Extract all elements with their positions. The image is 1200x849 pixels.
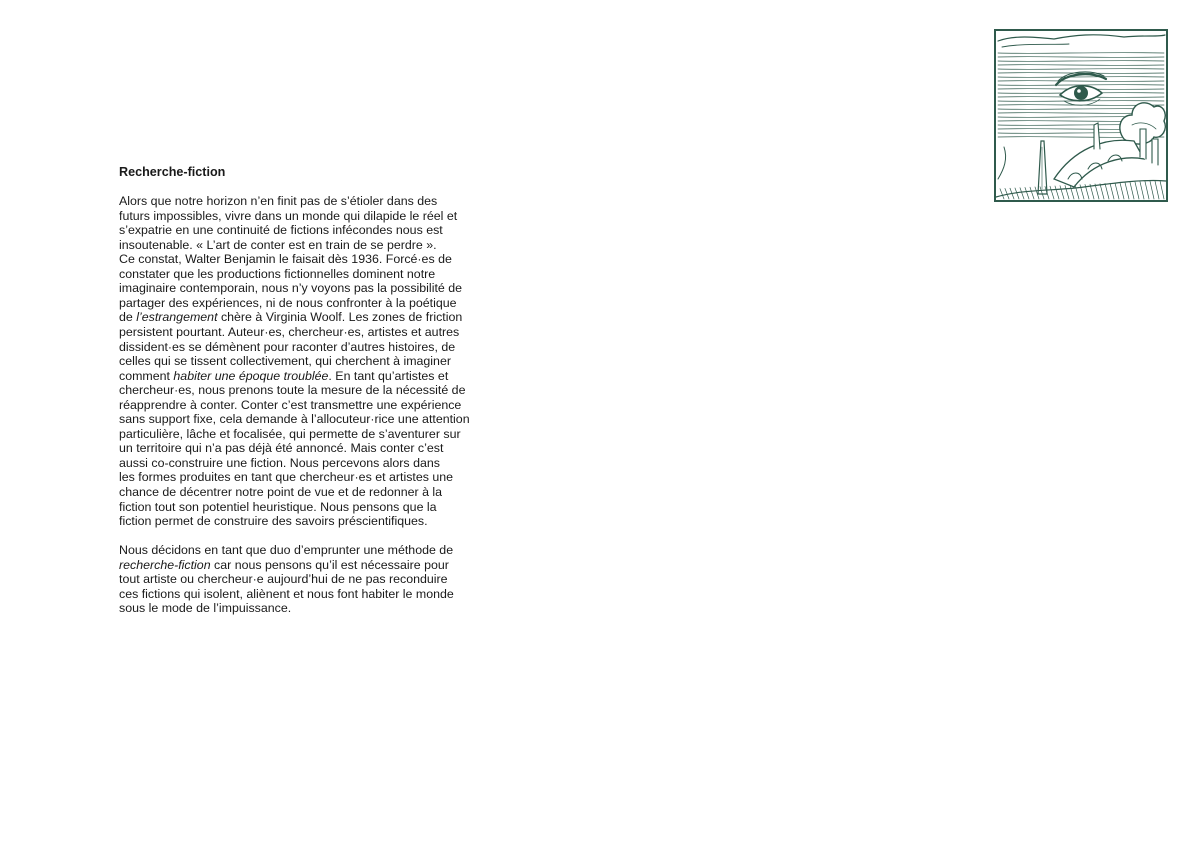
text-segment: sous le mode de l’impuissance.	[119, 601, 292, 616]
eye-in-sky-engraving-icon	[994, 29, 1168, 202]
text-line	[119, 209, 491, 224]
text-line	[119, 587, 491, 602]
text-segment: insoutenable. « L’art de conter est en train de se perdre ».	[119, 237, 437, 252]
text-segment: chance de décentrer notre point de vue et de redonner à la	[119, 484, 443, 499]
text-segment: fiction permet de construire des savoirs préscientifiques.	[119, 514, 428, 529]
text-line	[119, 223, 491, 238]
text-line	[119, 412, 491, 427]
text-segment: de	[119, 310, 137, 325]
text-segment: chère à Virginia Woolf. Les zones de friction	[217, 310, 463, 325]
paragraph	[119, 543, 491, 616]
text-line	[119, 572, 491, 587]
text-line	[119, 340, 491, 355]
page-title: Recherche-fiction	[119, 165, 226, 179]
text-line	[119, 441, 491, 456]
emphasized-text: habiter une époque troublée	[173, 368, 329, 383]
text-line	[119, 500, 491, 515]
text-segment: fiction tout son potentiel heuristique. Nous pensons que la	[119, 499, 437, 514]
text-line	[119, 543, 491, 558]
text-segment: aussi co-construire une fiction. Nous percevons alors dans	[119, 455, 440, 470]
text-segment: dissident·es se démènent pour raconter d’autres histoires, de	[119, 339, 456, 354]
text-segment: car nous pensons qu’il est nécessaire pour	[210, 557, 449, 572]
text-line	[119, 398, 491, 413]
text-line	[119, 325, 491, 340]
text-line	[119, 383, 491, 398]
text-segment: un territoire qui n’a pas déjà été annoncé. Mais conter c’est	[119, 441, 444, 456]
text-line	[119, 194, 491, 209]
text-segment: tout artiste ou chercheur·e aujourd’hui de ne pas reconduire	[119, 572, 448, 587]
text-segment: Ce constat, Walter Benjamin le faisait dès 1936. Forcé·es de	[119, 252, 452, 267]
text-segment: chercheur·es, nous prenons toute la mesure de la nécessité de	[119, 383, 466, 398]
text-segment: Alors que notre horizon n’en finit pas de s’étioler dans des	[119, 194, 438, 209]
text-segment: Nous décidons en tant que duo d’emprunter une méthode de	[119, 543, 454, 558]
paragraph	[119, 194, 491, 529]
text-segment: s’expatrie en une continuité de fictions infécondes nous est	[119, 223, 443, 238]
text-line	[119, 427, 491, 442]
text-line	[119, 296, 491, 311]
emphasized-text: recherche-fiction	[119, 557, 211, 572]
text-segment: comment	[119, 368, 174, 383]
text-line	[119, 470, 491, 485]
text-segment: persistent pourtant. Auteur·es, chercheur·es, artistes et autres	[119, 324, 460, 339]
text-line	[119, 558, 491, 573]
text-line	[119, 456, 491, 471]
text-line	[119, 310, 491, 325]
article-body	[119, 194, 491, 616]
text-line	[119, 267, 491, 282]
text-line	[119, 485, 491, 500]
emphasized-text: l’estrangement	[136, 310, 218, 325]
text-segment: partager des expériences, ni de nous confronter à la poétique	[119, 295, 457, 310]
text-segment: particulière, lâche et focalisée, qui permette de s’aventurer sur	[119, 426, 461, 441]
text-segment: . En tant qu’artistes et	[328, 368, 449, 383]
text-line	[119, 252, 491, 267]
text-segment: sans support fixe, cela demande à l’allocuteur·rice une attention	[119, 412, 470, 427]
text-segment: ces fictions qui isolent, aliènent et nous font habiter le monde	[119, 586, 454, 601]
text-line	[119, 369, 491, 384]
text-segment: imaginaire contemporain, nous n’y voyons pas la possibilité de	[119, 281, 462, 296]
text-segment: celles qui se tissent collectivement, qui cherchent à imaginer	[119, 354, 451, 369]
text-line	[119, 601, 491, 616]
text-line	[119, 281, 491, 296]
text-segment: futurs impossibles, vivre dans un monde qui dilapide le réel et	[119, 208, 458, 223]
text-segment: les formes produites en tant que chercheur·es et artistes une	[119, 470, 454, 485]
article	[119, 165, 491, 630]
text-line	[119, 238, 491, 253]
text-line	[119, 354, 491, 369]
text-line	[119, 514, 491, 529]
text-segment: constater que les productions fictionnelles dominent notre	[119, 266, 436, 281]
text-segment: réapprendre à conter. Conter c’est transmettre une expérience	[119, 397, 462, 412]
